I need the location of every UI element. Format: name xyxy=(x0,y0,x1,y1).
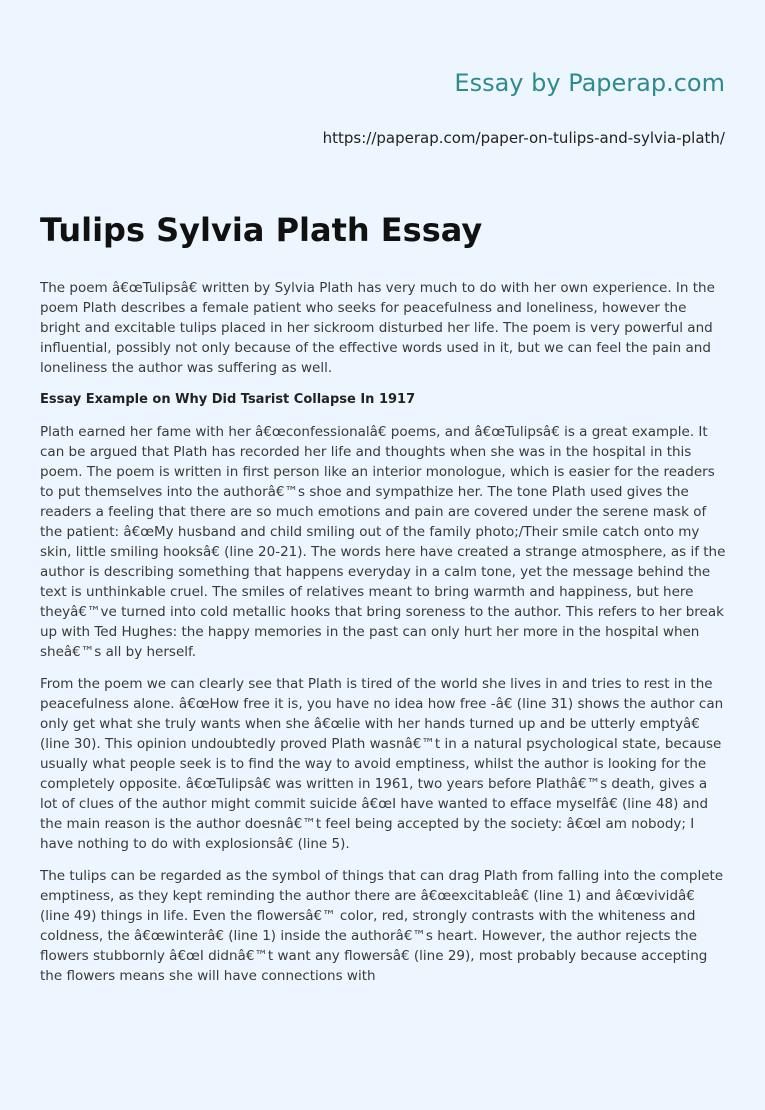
essay-title: Tulips Sylvia Plath Essay xyxy=(40,211,483,249)
essay-subheading: Essay Example on Why Did Tsarist Collapse In 1917 xyxy=(40,392,416,407)
essay-paragraph: The tulips can be regarded as the symbol of things that can drag Plath from falling into the complete emptiness, as they kept reminding the author there are â€œexcitableâ€ (line 1) and â€œvividâ€ (line 49) things in life. Even the flowersâ€™ color, red, strongly contrasts with the whiteness and coldness, the â€œwinterâ€ (line 1) inside the authorâ€™s heart. However, the author rejects the flowers stubbornly â€œI didnâ€™t want any flowersâ€ (line 29), most probably because accepting the flowers means she will have connections with xyxy=(40,868,724,984)
essay-paragraph: From the poem we can clearly see that Plath is tired of the world she lives in and tries to rest in the peacefulness alone. â€œHow free it is, you have no idea how free -â€ (line 31) shows the author can only get what she truly wants when she â€œlie with her hands turned up and be utterly emptyâ€ (line 30). This opinion undoubtedly proved Plath wasnâ€™t in a natural psychological state, because usually what people seek is to find the way to avoid emptiness, whilst the author is looking for the completely opposite. â€œTulipsâ€ was written in 1961, two years before Plathâ€™s death, gives a lot of clues of the author might commit suicide â€œI have wanted to efface myselfâ€ (line 48) and the main reason is the author doesnâ€™t feel being accepted by the society: â€œI am nobody; I have nothing to do with explosionsâ€ (line 5). xyxy=(40,676,724,852)
page-url[interactable]: https://paperap.com/paper-on-tulips-and-sylvia-plath/ xyxy=(322,129,725,147)
essay-body xyxy=(40,278,728,998)
essay-paragraph: Plath earned her fame with her â€œconfessionalâ€ poems, and â€œTulipsâ€ is a great example. It can be argued that Plath has recorded her life and thoughts when she was in the hospital in this poem. The poem is written in first person like an interior monologue, which is easier for the readers to put themselves into the authorâ€™s shoe and sympathize her. The tone Plath used gives the readers a feeling that there are so much emotions and pain are covered under the serene mask of the patient: â€œMy husband and child smiling out of the family photo;/Their smile catch onto my skin, little smiling hooksâ€ (line 20-21). The words here have created a strange atmosphere, as if the author is describing something that happens everyday in a calm tone, yet the message behind the text is unthinkable cruel. The smiles of relatives meant to bring warmth and happiness, but here theyâ€™ve turned into cold metallic hooks that bring soreness to the author. This refers to her break up with Ted Hughes: the happy memories in the past can only hurt her more in the hospital when sheâ€™s all by herself. xyxy=(40,424,726,660)
essay-paragraph: The poem â€œTulipsâ€ written by Sylvia Plath has very much to do with her own experience. In the poem Plath describes a female patient who seeks for peacefulness and loneliness, however the bright and excitable tulips placed in her sickroom disturbed her life. The poem is very powerful and influential, possibly not only because of the effective words used in it, but we can feel the pain and loneliness the author was suffering as well. xyxy=(40,280,715,376)
site-brand[interactable]: Essay by Paperap.com xyxy=(454,69,725,97)
